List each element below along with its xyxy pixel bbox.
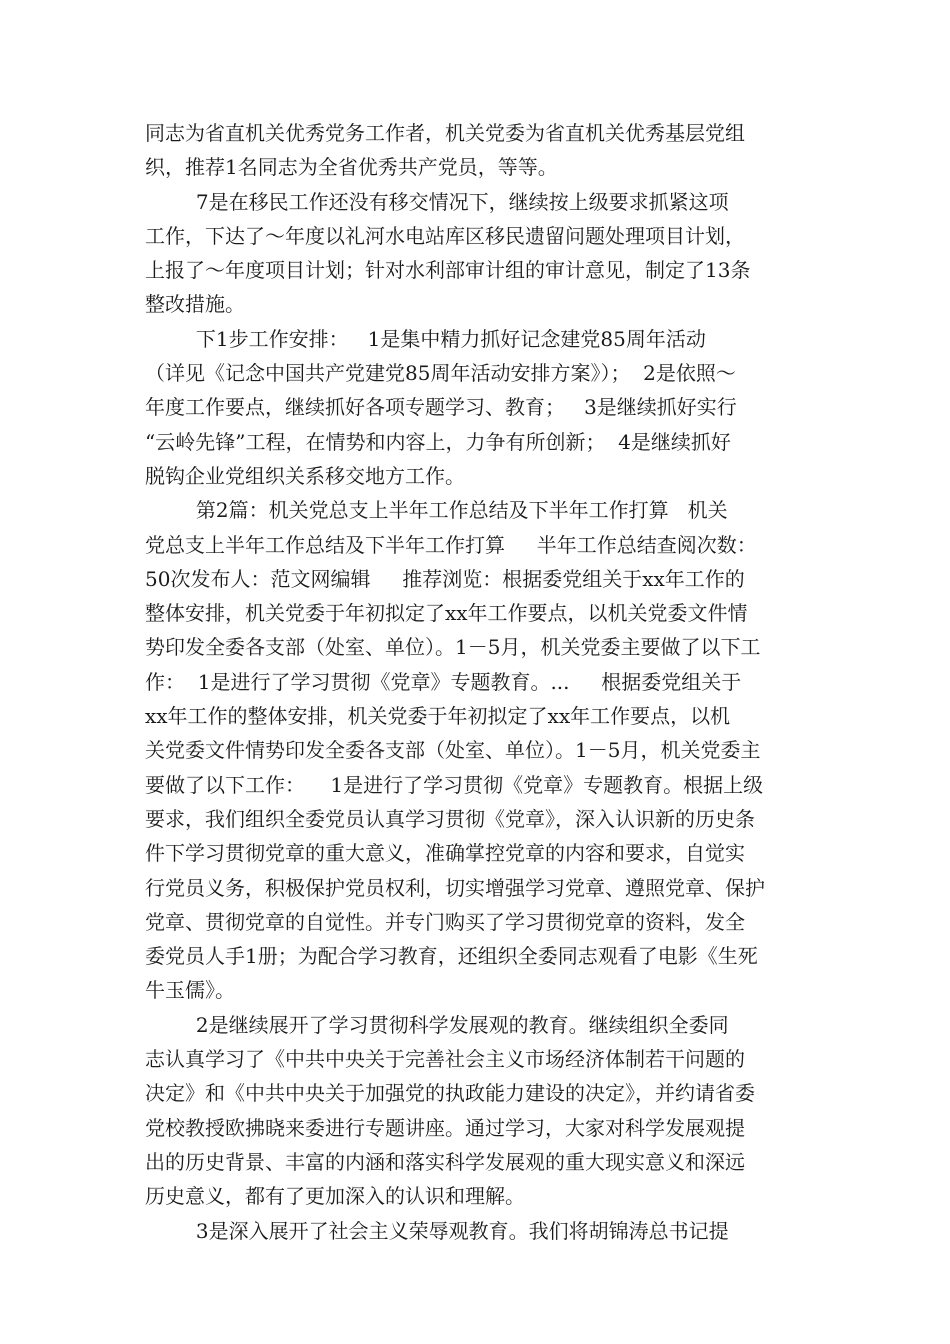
text-line: 关党委文件情势印发全委各支部（处室、单位）。1－5月，机关党委主 <box>145 738 761 763</box>
text-line: 3是深入展开了社会主义荣辱观教育。我们将胡锦涛总书记提 <box>145 1218 729 1243</box>
text-line: 脱钩企业党组织关系移交地方工作。 <box>145 463 465 488</box>
text-line: 要求，我们组织全委党员认真学习贯彻《党章》，深入认识新的历史条 <box>145 806 755 831</box>
text-line: 决定》和《中共中央关于加强党的执政能力建设的决定》，并约请省委 <box>145 1081 755 1106</box>
text-line: 要做了以下工作： 1是进行了学习贯彻《党章》专题教育。根据上级 <box>145 772 764 797</box>
text-line: 件下学习贯彻党章的重大意义，准确掌控党章的内容和要求，自觉实 <box>145 841 745 866</box>
text-line: 牛玉儒》。 <box>145 978 235 1003</box>
text-line: “云岭先锋”工程，在情势和内容上，力争有所创新； 4是继续抓好 <box>145 429 731 454</box>
text-line: xx年工作的整体安排，机关党委于年初拟定了xx年工作要点，以机 <box>145 704 731 729</box>
text-line: 委党员人手1册；为配合学习教育，还组织全委同志观看了电影《生死 <box>145 944 758 969</box>
text-line: 历史意义，都有了更加深入的认识和理解。 <box>145 1184 525 1209</box>
text-line: 出的历史背景、丰富的内涵和落实科学发展观的重大现实意义和深远 <box>145 1149 745 1174</box>
text-line: 上报了～年度项目计划；针对水利部审计组的审计意见，制定了13条 <box>145 258 751 283</box>
text-line: 党校教授欧拂晓来委进行专题讲座。通过学习，大家对科学发展观提 <box>145 1115 745 1140</box>
text-line: 志认真学习了《中共中央关于完善社会主义市场经济体制若干问题的 <box>145 1047 745 1072</box>
text-line: 同志为省直机关优秀党务工作者，机关党委为省直机关优秀基层党组 <box>145 121 745 145</box>
text-line: 党总支上半年工作总结及下半年工作打算 半年工作总结查阅次数： <box>145 532 757 557</box>
text-line: 行党员义务，积极保护党员权利，切实增强学习党章、遵照党章、保护 <box>145 875 765 900</box>
text-line: 工作，下达了～年度以礼河水电站库区移民遗留问题处理项目计划， <box>145 223 745 248</box>
text-line: 年度工作要点，继续抓好各项专题学习、教育； 3是继续抓好实行 <box>145 395 737 420</box>
text-line: 整改措施。 <box>145 292 245 317</box>
text-line: 50次发布人：范文网编辑 推荐浏览：根据委党组关于xx年工作的 <box>145 566 745 591</box>
text-line: 织，推荐1名同志为全省优秀共产党员，等等。 <box>145 155 558 180</box>
text-line: 整体安排，机关党委于年初拟定了xx年工作要点，以机关党委文件情 <box>145 601 748 626</box>
text-line: 2是继续展开了学习贯彻科学发展观的教育。继续组织全委同 <box>145 1012 729 1037</box>
text-line: 作： 1是进行了学习贯彻《党章》专题教育。... 根据委党组关于 <box>145 669 742 694</box>
text-line: （详见《记念中国共产党建党85周年活动安排方案》）； 2是依照～ <box>145 361 736 386</box>
text-line: 下1步工作安排： 1是集中精力抓好记念建党85周年活动 <box>145 326 706 351</box>
text-line: 党章、贯彻党章的自觉性。并专门购买了学习贯彻党章的资料，发全 <box>145 909 745 934</box>
text-line: 第2篇：机关党总支上半年工作总结及下半年工作打算 机关 <box>145 498 728 523</box>
text-line: 势印发全委各支部（处室、单位）。1－5月，机关党委主要做了以下工 <box>145 635 761 660</box>
text-line: 7是在移民工作还没有移交情况下，继续按上级要求抓紧这项 <box>145 189 729 214</box>
document-body <box>145 116 805 1248</box>
